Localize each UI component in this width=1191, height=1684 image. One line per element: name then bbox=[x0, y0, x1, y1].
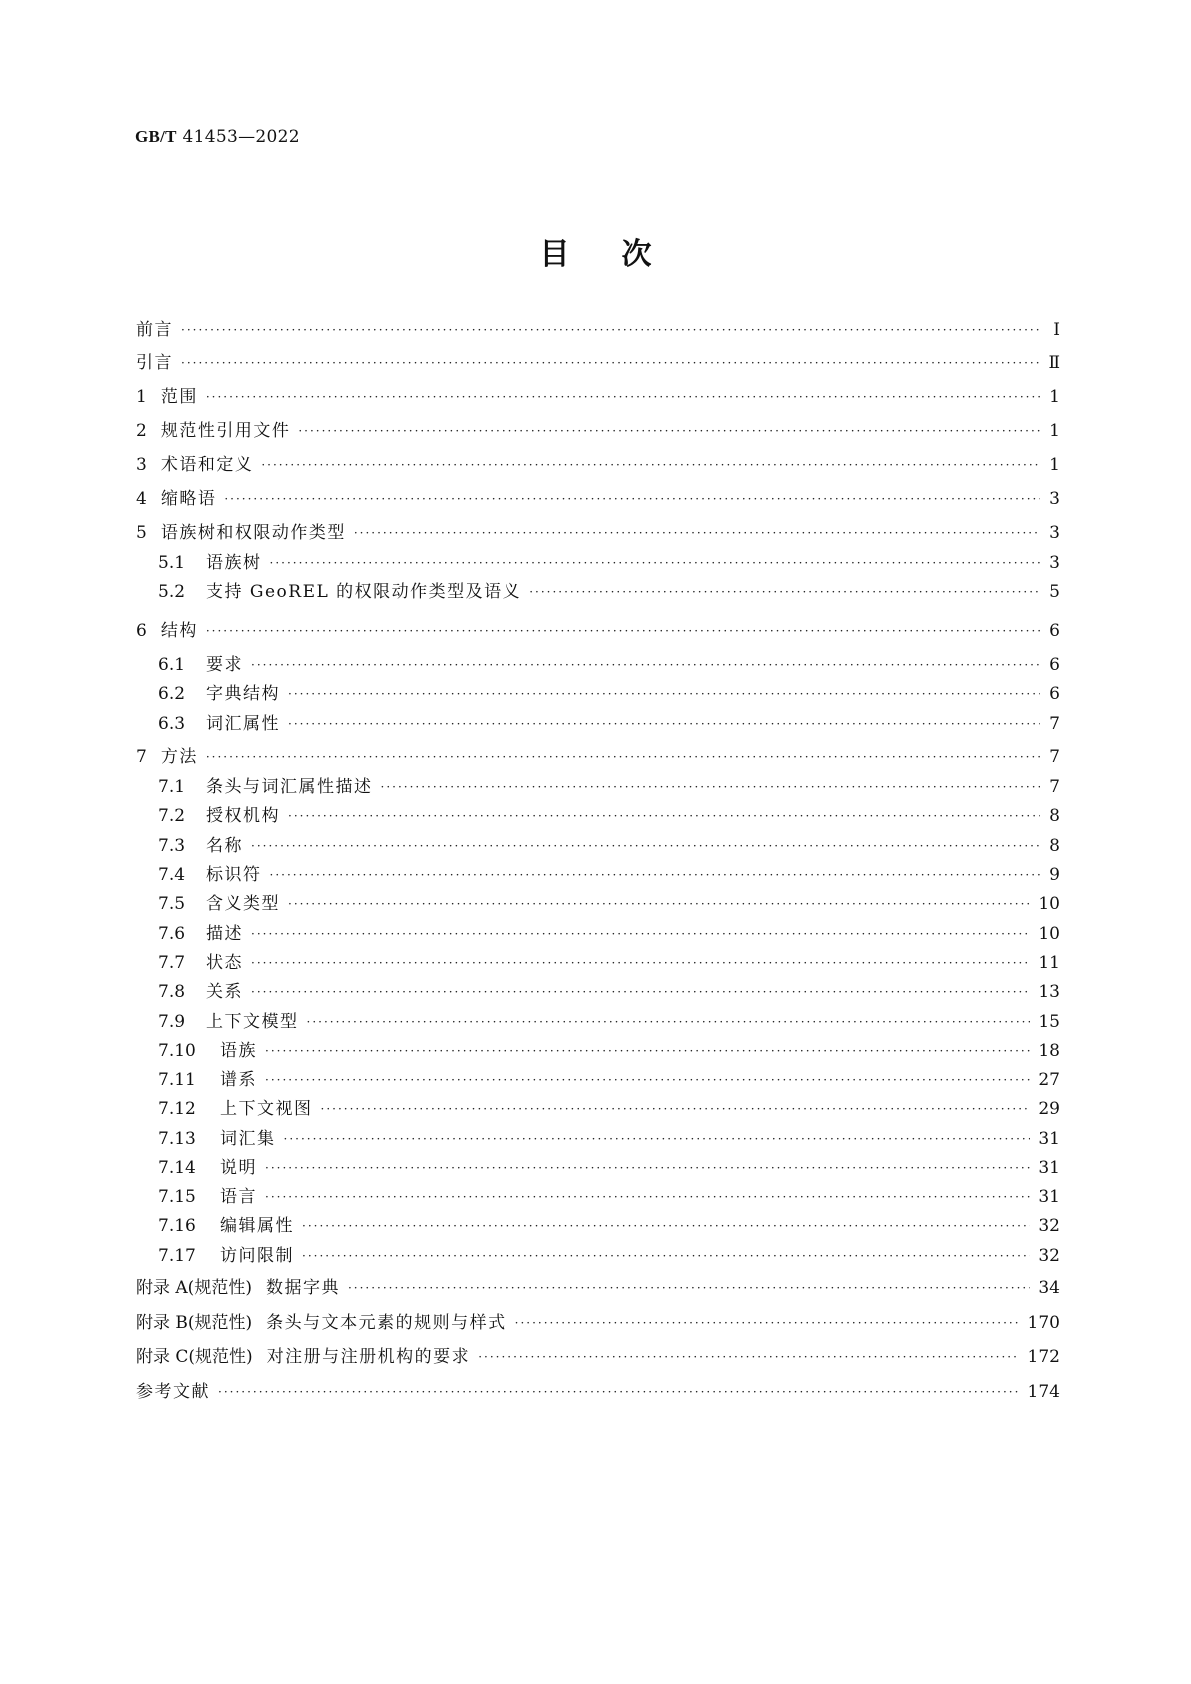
toc-entry-page: 3 bbox=[1049, 523, 1060, 543]
toc-entry-number: 7.6 bbox=[158, 924, 186, 944]
dot-leader bbox=[265, 1185, 1030, 1209]
dot-leader bbox=[251, 980, 1030, 1004]
dot-leader bbox=[307, 1010, 1031, 1034]
toc-entry-number: 7.7 bbox=[158, 953, 186, 973]
toc-entry-page: Ⅰ bbox=[1053, 320, 1060, 340]
toc-entry-page: 18 bbox=[1038, 1041, 1060, 1061]
dot-leader bbox=[288, 712, 1040, 736]
toc-entry[interactable] bbox=[158, 1156, 1060, 1180]
toc-entry-number: 7.11 bbox=[158, 1070, 196, 1090]
toc-entry-number: 5.1 bbox=[158, 553, 186, 573]
toc-entry-label: 谱系 bbox=[220, 1070, 257, 1090]
toc-entry[interactable] bbox=[158, 892, 1060, 916]
dot-leader bbox=[265, 1039, 1030, 1063]
toc-entry-label: 术语和定义 bbox=[160, 455, 254, 475]
toc-entry-page: 10 bbox=[1038, 894, 1060, 914]
toc-entry-label: 对注册与注册机构的要求 bbox=[266, 1347, 471, 1367]
toc-entry[interactable] bbox=[158, 712, 1060, 736]
toc-entry-label: 条头与词汇属性描述 bbox=[206, 777, 373, 797]
toc-entry[interactable] bbox=[136, 521, 1060, 545]
dot-leader bbox=[478, 1345, 1019, 1369]
dot-leader bbox=[515, 1311, 1020, 1335]
toc-entry-number: 2 bbox=[136, 421, 147, 441]
toc-entry-page: 8 bbox=[1049, 806, 1060, 826]
toc-entry[interactable] bbox=[158, 1068, 1060, 1092]
dot-leader bbox=[251, 951, 1030, 975]
toc-entry-number: 7.16 bbox=[158, 1216, 196, 1236]
toc-entry[interactable] bbox=[136, 385, 1060, 409]
toc-entry-number: 1 bbox=[136, 387, 147, 407]
toc-entry[interactable] bbox=[136, 1311, 1060, 1335]
dot-leader bbox=[251, 834, 1040, 858]
toc-entry-page: 32 bbox=[1038, 1246, 1060, 1266]
toc-entry-page: 6 bbox=[1049, 655, 1060, 675]
standard-code-prefix: GB/T bbox=[135, 127, 177, 146]
toc-entry-page: 6 bbox=[1049, 621, 1060, 641]
toc-entry-page: 32 bbox=[1038, 1216, 1060, 1236]
toc-entry-page: 31 bbox=[1038, 1158, 1060, 1178]
toc-entry-label: 语族树和权限动作类型 bbox=[160, 523, 346, 543]
toc-entry-number: 7.4 bbox=[158, 865, 186, 885]
toc-entry[interactable] bbox=[158, 1039, 1060, 1063]
toc-entry-label: 要求 bbox=[206, 655, 243, 675]
toc-entry-number: 附录 C(规范性) bbox=[136, 1347, 253, 1367]
toc-entry-number: 7.10 bbox=[158, 1041, 196, 1061]
toc-entry-label: 数据字典 bbox=[265, 1278, 340, 1298]
toc-entry-label: 条头与文本元素的规则与样式 bbox=[266, 1313, 507, 1333]
dot-leader bbox=[251, 653, 1040, 677]
toc-entry-label: 名称 bbox=[206, 836, 243, 856]
toc-entry-label: 描述 bbox=[206, 924, 243, 944]
dot-leader bbox=[302, 1244, 1030, 1268]
toc-entry-number: 4 bbox=[136, 489, 147, 509]
toc-entry-label: 规范性引用文件 bbox=[160, 421, 291, 441]
toc-entry-number: 5.2 bbox=[158, 582, 186, 602]
dot-leader bbox=[224, 487, 1040, 511]
toc-entry-label: 上下文模型 bbox=[206, 1012, 299, 1032]
toc-entry[interactable] bbox=[158, 1097, 1060, 1121]
toc-entry-page: 170 bbox=[1027, 1313, 1060, 1333]
standard-code bbox=[135, 127, 300, 147]
dot-leader bbox=[348, 1276, 1030, 1300]
toc-entry-label: 范围 bbox=[160, 387, 198, 407]
toc-entry[interactable] bbox=[158, 951, 1060, 975]
toc-entry-page: 27 bbox=[1038, 1070, 1060, 1090]
toc-entry-label: 方法 bbox=[160, 747, 198, 767]
dot-leader bbox=[206, 385, 1040, 409]
dot-leader bbox=[261, 453, 1040, 477]
dot-leader bbox=[251, 922, 1030, 946]
toc-entry-label: 编辑属性 bbox=[220, 1216, 294, 1236]
toc-entry[interactable] bbox=[158, 922, 1060, 946]
toc-entry-label: 词汇集 bbox=[220, 1129, 276, 1149]
toc-entry[interactable] bbox=[136, 1276, 1060, 1300]
toc-entry-page: 1 bbox=[1049, 421, 1060, 441]
toc-entry-label: 上下文视图 bbox=[220, 1099, 313, 1119]
toc-entry-page: 7 bbox=[1049, 714, 1060, 734]
toc-entry[interactable] bbox=[136, 487, 1060, 511]
toc-entry-label: 语言 bbox=[220, 1187, 257, 1207]
toc-entry[interactable] bbox=[158, 653, 1060, 677]
dot-leader bbox=[265, 1156, 1030, 1180]
toc-entry-label: 词汇属性 bbox=[206, 714, 280, 734]
dot-leader bbox=[218, 1380, 1020, 1404]
page-title: 目次 bbox=[539, 237, 704, 272]
toc-entry-number: 6.1 bbox=[158, 655, 186, 675]
toc-entry-page: 3 bbox=[1049, 553, 1060, 573]
dot-leader bbox=[298, 419, 1040, 443]
toc-entry-label: 授权机构 bbox=[206, 806, 280, 826]
toc-entry-label: 前言 bbox=[136, 320, 173, 340]
toc-entry-page: 15 bbox=[1038, 1012, 1060, 1032]
dot-leader bbox=[321, 1097, 1031, 1121]
toc-entry[interactable] bbox=[158, 682, 1060, 706]
toc-entry[interactable] bbox=[158, 1127, 1060, 1151]
toc-entry-number: 7.3 bbox=[158, 836, 186, 856]
dot-leader bbox=[181, 351, 1040, 375]
toc-entry[interactable] bbox=[136, 745, 1060, 769]
toc-entry-page: 5 bbox=[1049, 582, 1060, 602]
toc-entry[interactable] bbox=[158, 775, 1060, 799]
toc-entry[interactable] bbox=[136, 318, 1060, 342]
dot-leader bbox=[206, 619, 1040, 643]
toc-entry[interactable] bbox=[158, 804, 1060, 828]
toc-entry-label: 语族 bbox=[220, 1041, 257, 1061]
toc-entry-label: 支持 GeoREL 的权限动作类型及语义 bbox=[206, 582, 522, 602]
dot-leader bbox=[270, 863, 1041, 887]
dot-leader bbox=[288, 682, 1040, 706]
toc-entry-number: 7.9 bbox=[158, 1012, 186, 1032]
toc-entry-number: 6.2 bbox=[158, 684, 186, 704]
toc-entry-page: 13 bbox=[1038, 982, 1060, 1002]
toc-entry[interactable] bbox=[136, 619, 1060, 643]
toc-entry-page: 11 bbox=[1038, 953, 1060, 973]
toc-entry-page: 31 bbox=[1038, 1187, 1060, 1207]
toc-entry-page: 1 bbox=[1049, 455, 1060, 475]
toc-entry[interactable] bbox=[158, 863, 1060, 887]
toc-entry-page: 8 bbox=[1049, 836, 1060, 856]
dot-leader bbox=[288, 892, 1030, 916]
toc-entry[interactable] bbox=[158, 1185, 1060, 1209]
dot-leader bbox=[302, 1214, 1030, 1238]
toc-entry-label: 结构 bbox=[160, 621, 198, 641]
toc-entry-number: 7 bbox=[136, 747, 147, 767]
toc-entry-page: 174 bbox=[1027, 1382, 1060, 1402]
toc-entry-number: 附录 B(规范性) bbox=[136, 1313, 253, 1333]
dot-leader bbox=[270, 551, 1041, 575]
toc-entry-number: 5 bbox=[136, 523, 147, 543]
toc-entry-number: 6.3 bbox=[158, 714, 186, 734]
toc-entry[interactable] bbox=[136, 351, 1060, 375]
toc-entry-label: 访问限制 bbox=[220, 1246, 294, 1266]
toc-entry-number: 7.8 bbox=[158, 982, 186, 1002]
toc-entry[interactable] bbox=[158, 580, 1060, 604]
toc-entry-number: 7.2 bbox=[158, 806, 186, 826]
dot-leader bbox=[381, 775, 1041, 799]
toc-entry-page: 10 bbox=[1038, 924, 1060, 944]
dot-leader bbox=[288, 804, 1040, 828]
dot-leader bbox=[529, 580, 1040, 604]
toc-entry-page: 7 bbox=[1049, 747, 1060, 767]
toc-entry-label: 状态 bbox=[206, 953, 243, 973]
toc-entry-number: 7.17 bbox=[158, 1246, 196, 1266]
toc-entry-page: 7 bbox=[1049, 777, 1060, 797]
toc-entry-page: 6 bbox=[1049, 684, 1060, 704]
standard-code-number: 41453—2022 bbox=[182, 127, 300, 147]
toc-entry-page: 31 bbox=[1038, 1129, 1060, 1149]
toc-entry-page: 29 bbox=[1038, 1099, 1060, 1119]
toc-entry-page: 172 bbox=[1027, 1347, 1060, 1367]
toc-entry[interactable] bbox=[158, 980, 1060, 1004]
toc-entry-number: 7.5 bbox=[158, 894, 186, 914]
toc-entry-number: 7.13 bbox=[158, 1129, 196, 1149]
toc-entry[interactable] bbox=[136, 1380, 1060, 1404]
toc-entry-number: 7.14 bbox=[158, 1158, 196, 1178]
toc-entry[interactable] bbox=[158, 1214, 1060, 1238]
toc-entry[interactable] bbox=[158, 834, 1060, 858]
toc-entry-label: 语族树 bbox=[206, 553, 262, 573]
toc-entry-label: 参考文献 bbox=[136, 1382, 210, 1402]
toc-entry[interactable] bbox=[158, 551, 1060, 575]
toc-entry-label: 字典结构 bbox=[206, 684, 280, 704]
toc-entry[interactable] bbox=[136, 1345, 1060, 1369]
dot-leader bbox=[206, 745, 1040, 769]
toc-entry-page: 34 bbox=[1038, 1278, 1060, 1298]
toc-entry-page: 1 bbox=[1049, 387, 1060, 407]
toc-entry-label: 标识符 bbox=[206, 865, 262, 885]
toc-entry-label: 说明 bbox=[220, 1158, 257, 1178]
toc-entry-label: 含义类型 bbox=[206, 894, 280, 914]
toc-entry[interactable] bbox=[136, 419, 1060, 443]
toc-entry-number: 3 bbox=[136, 455, 147, 475]
toc-entry-number: 7.15 bbox=[158, 1187, 196, 1207]
toc-entry[interactable] bbox=[158, 1244, 1060, 1268]
dot-leader bbox=[265, 1068, 1030, 1092]
toc-entry[interactable] bbox=[158, 1010, 1060, 1034]
dot-leader bbox=[284, 1127, 1031, 1151]
toc-entry-page: 3 bbox=[1049, 489, 1060, 509]
toc-entry-page: 9 bbox=[1049, 865, 1060, 885]
toc-entry-label: 关系 bbox=[206, 982, 243, 1002]
toc-entry-page: Ⅱ bbox=[1048, 353, 1060, 373]
dot-leader bbox=[354, 521, 1040, 545]
toc-entry-number: 7.12 bbox=[158, 1099, 196, 1119]
toc-entry-label: 缩略语 bbox=[160, 489, 217, 509]
toc-entry-number: 6 bbox=[136, 621, 147, 641]
dot-leader bbox=[181, 318, 1040, 342]
toc-entry-number: 7.1 bbox=[158, 777, 186, 797]
toc-entry-number: 附录 A(规范性) bbox=[136, 1278, 252, 1298]
toc-entry[interactable] bbox=[136, 453, 1060, 477]
toc-entry-label: 引言 bbox=[136, 353, 173, 373]
